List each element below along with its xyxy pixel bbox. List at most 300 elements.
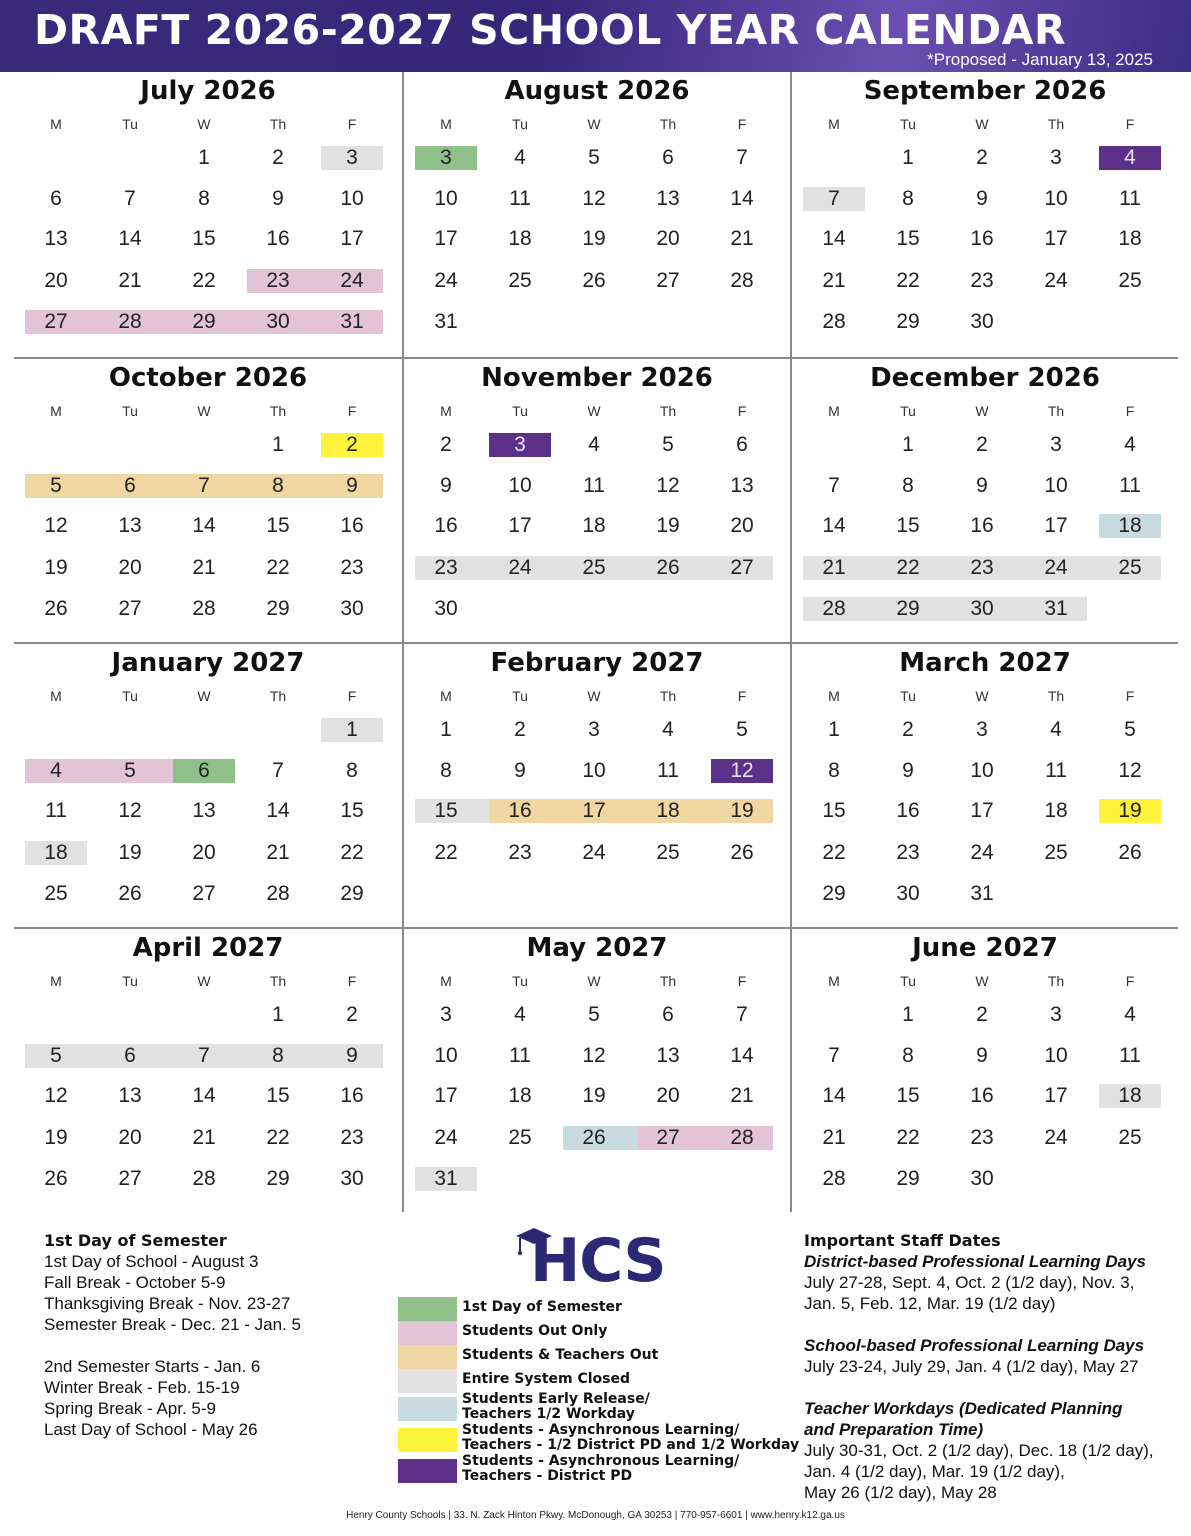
weekday-label: Th	[1047, 688, 1065, 704]
day-cell: 1	[346, 718, 358, 741]
day-cell: 18	[508, 1084, 532, 1107]
legend-label: Entire System Closed	[462, 1371, 631, 1387]
day-cell: 23	[970, 556, 994, 579]
day-cell: 26	[44, 1167, 68, 1190]
day-cell: 3	[346, 146, 358, 169]
month-january-2027	[14, 642, 402, 927]
day-cell: 6	[198, 759, 210, 782]
day-cell: 21	[266, 841, 290, 864]
day-cell: 24	[434, 269, 458, 292]
day-cell: 30	[434, 597, 458, 620]
month-march-2027	[790, 642, 1178, 927]
day-cell: 5	[50, 474, 62, 497]
key-date-line: 1st Day of School - August 3	[44, 1252, 259, 1271]
weekday-label: Th	[269, 688, 287, 704]
day-cell: 14	[730, 187, 754, 210]
day-cell: 9	[346, 474, 358, 497]
weekday-label: W	[587, 403, 601, 419]
day-cell: 18	[1118, 1084, 1142, 1107]
day-cell: 25	[1044, 841, 1068, 864]
day-cell: 15	[896, 1084, 920, 1107]
header-banner	[0, 0, 1191, 72]
day-cell: 20	[118, 556, 142, 579]
weekday-label: Tu	[900, 403, 916, 419]
weekday-label: F	[1125, 973, 1135, 989]
day-cell: 19	[582, 1084, 606, 1107]
weekday-label: Th	[269, 116, 287, 132]
legend-swatch	[398, 1345, 457, 1369]
day-cell: 20	[118, 1126, 142, 1149]
day-cell: 22	[822, 841, 846, 864]
day-cell: 3	[1050, 433, 1062, 456]
month-title: August 2026	[504, 76, 690, 106]
day-cell: 2	[976, 1003, 988, 1026]
weekday-label: Th	[659, 116, 677, 132]
legend-label: Students - Asynchronous Learning/ Teachers - District PD	[462, 1453, 740, 1484]
day-cell: 22	[434, 841, 458, 864]
day-cell: 26	[656, 556, 680, 579]
day-cell: 14	[266, 799, 290, 822]
day-cell: 11	[45, 799, 67, 822]
day-cell: 19	[44, 556, 68, 579]
day-cell: 8	[902, 474, 914, 497]
day-cell: 15	[192, 227, 216, 250]
day-cell: 10	[1044, 187, 1068, 210]
month-august-2026	[402, 72, 790, 357]
day-cell: 2	[440, 433, 452, 456]
day-cell: 16	[508, 799, 532, 822]
day-cell: 5	[736, 718, 748, 741]
day-cell: 24	[1044, 556, 1068, 579]
day-cell: 15	[434, 799, 458, 822]
weekday-label: F	[347, 403, 357, 419]
legend-item-async	[398, 1424, 798, 1455]
day-cell: 2	[976, 433, 988, 456]
month-december-2026	[790, 357, 1178, 642]
page-title: DRAFT 2026-2027 SCHOOL YEAR CALENDAR	[34, 6, 1067, 54]
day-cell: 21	[192, 1126, 216, 1149]
day-cell: 30	[970, 597, 994, 620]
day-cell: 4	[1050, 718, 1062, 741]
day-cell: 6	[50, 187, 62, 210]
day-cell: 24	[582, 841, 606, 864]
day-cell: 18	[1044, 799, 1068, 822]
day-cell: 10	[1044, 474, 1068, 497]
day-cell: 18	[508, 227, 532, 250]
day-cell: 10	[1044, 1044, 1068, 1067]
month-title: September 2026	[863, 76, 1107, 106]
day-cell: 13	[656, 187, 680, 210]
day-cell: 21	[822, 556, 846, 579]
day-cell: 3	[976, 718, 988, 741]
day-cell: 17	[1044, 227, 1068, 250]
day-cell: 21	[822, 1126, 846, 1149]
day-cell: 22	[266, 1126, 290, 1149]
day-cell: 15	[266, 514, 290, 537]
day-cell: 24	[1044, 1126, 1068, 1149]
day-cell: 4	[662, 718, 674, 741]
day-cell: 12	[582, 187, 606, 210]
day-cell: 1	[828, 718, 840, 741]
weekday-label: Th	[1047, 116, 1065, 132]
day-cell: 1	[272, 433, 284, 456]
weekday-label: M	[440, 973, 452, 989]
day-cell: 25	[1118, 1126, 1142, 1149]
day-cell: 21	[192, 556, 216, 579]
day-cell: 28	[118, 310, 142, 333]
weekday-label: W	[975, 688, 989, 704]
day-cell: 28	[822, 1167, 846, 1190]
day-cell: 7	[828, 187, 840, 210]
day-cell: 10	[970, 759, 994, 782]
day-cell: 9	[902, 759, 914, 782]
day-cell: 21	[822, 269, 846, 292]
staff-dates-line: July 30-31, Oct. 2 (1/2 day), Dec. 18 (1/2 day),	[804, 1441, 1154, 1460]
day-cell: 16	[266, 227, 290, 250]
day-cell: 26	[118, 882, 142, 905]
key-date-line: Winter Break - Feb. 15-19	[44, 1378, 240, 1397]
day-cell: 8	[902, 187, 914, 210]
day-cell: 2	[272, 146, 284, 169]
day-cell: 4	[1124, 146, 1136, 169]
weekday-label: M	[440, 688, 452, 704]
day-cell: 23	[266, 269, 290, 292]
day-cell: 28	[822, 310, 846, 333]
day-cell: 27	[656, 269, 680, 292]
weekday-label: Th	[659, 688, 677, 704]
weekday-label: F	[347, 116, 357, 132]
day-cell: 13	[192, 799, 216, 822]
legend	[398, 1297, 798, 1486]
month-july-2026	[14, 72, 402, 357]
day-cell: 31	[970, 882, 994, 905]
calendar-grid	[14, 72, 1178, 1212]
weekday-label: Tu	[512, 116, 528, 132]
day-cell: 12	[1118, 759, 1142, 782]
day-cell: 16	[896, 799, 920, 822]
day-cell: 12	[656, 474, 680, 497]
weekday-label: M	[828, 688, 840, 704]
day-cell: 2	[514, 718, 526, 741]
day-cell: 11	[509, 1044, 531, 1067]
day-cell: 11	[509, 187, 531, 210]
legend-swatch	[398, 1369, 457, 1393]
weekday-label: F	[1125, 688, 1135, 704]
month-title: April 2027	[132, 933, 284, 963]
day-cell: 12	[582, 1044, 606, 1067]
day-cell: 13	[656, 1044, 680, 1067]
day-cell: 18	[1118, 227, 1142, 250]
key-dates	[44, 1230, 384, 1440]
day-cell: 25	[1118, 269, 1142, 292]
day-cell: 10	[434, 1044, 458, 1067]
key-date-line: Thanksgiving Break - Nov. 23-27	[44, 1294, 291, 1313]
legend-label: Students & Teachers Out	[462, 1347, 659, 1363]
month-october-2026	[14, 357, 402, 642]
day-cell: 30	[266, 310, 290, 333]
day-cell: 9	[976, 187, 988, 210]
weekday-label: Tu	[900, 973, 916, 989]
weekday-label: Tu	[122, 403, 138, 419]
month-title: March 2027	[899, 648, 1071, 678]
day-cell: 14	[192, 514, 216, 537]
day-cell: 3	[588, 718, 600, 741]
key-date-line: Last Day of School - May 26	[44, 1420, 258, 1439]
day-cell: 8	[440, 759, 452, 782]
day-cell: 19	[1118, 799, 1142, 822]
day-cell: 16	[340, 514, 364, 537]
day-cell: 18	[656, 799, 680, 822]
day-cell: 26	[44, 597, 68, 620]
weekday-label: Tu	[900, 688, 916, 704]
weekday-label: M	[50, 116, 62, 132]
day-cell: 23	[340, 1126, 364, 1149]
day-cell: 1	[902, 433, 914, 456]
day-cell: 23	[896, 841, 920, 864]
day-cell: 14	[730, 1044, 754, 1067]
day-cell: 29	[340, 882, 364, 905]
day-cell: 26	[582, 1126, 606, 1149]
day-cell: 1	[902, 146, 914, 169]
day-cell: 17	[434, 227, 458, 250]
day-cell: 1	[902, 1003, 914, 1026]
day-cell: 7	[736, 1003, 748, 1026]
weekday-label: Th	[659, 973, 677, 989]
day-cell: 11	[1045, 759, 1067, 782]
legend-label: Students Out Only	[462, 1323, 608, 1339]
day-cell: 28	[266, 882, 290, 905]
weekday-label: F	[347, 688, 357, 704]
legend-label: 1st Day of Semester	[462, 1299, 622, 1315]
day-cell: 18	[44, 841, 68, 864]
day-cell: 5	[50, 1044, 62, 1067]
legend-swatch	[398, 1459, 457, 1483]
day-cell: 4	[1124, 1003, 1136, 1026]
day-cell: 13	[118, 1084, 142, 1107]
day-cell: 29	[266, 597, 290, 620]
day-cell: 28	[730, 269, 754, 292]
month-may-2027	[402, 927, 790, 1212]
day-cell: 20	[192, 841, 216, 864]
day-cell: 12	[44, 514, 68, 537]
day-cell: 14	[822, 227, 846, 250]
day-cell: 24	[434, 1126, 458, 1149]
key-date-line: Spring Break - Apr. 5-9	[44, 1399, 216, 1418]
day-cell: 9	[514, 759, 526, 782]
month-title: November 2026	[481, 363, 713, 393]
day-cell: 7	[198, 1044, 210, 1067]
day-cell: 10	[508, 474, 532, 497]
legend-swatch	[398, 1428, 457, 1452]
day-cell: 8	[272, 1044, 284, 1067]
day-cell: 6	[124, 474, 136, 497]
day-cell: 28	[192, 1167, 216, 1190]
day-cell: 29	[266, 1167, 290, 1190]
day-cell: 19	[118, 841, 142, 864]
staff-dates-line: July 27-28, Sept. 4, Oct. 2 (1/2 day), Nov. 3,	[804, 1273, 1135, 1292]
weekday-label: Tu	[900, 116, 916, 132]
day-cell: 22	[896, 556, 920, 579]
weekday-label: Tu	[512, 688, 528, 704]
legend-swatch	[398, 1297, 457, 1321]
day-cell: 5	[588, 146, 600, 169]
day-cell: 8	[902, 1044, 914, 1067]
weekday-label: W	[197, 403, 211, 419]
day-cell: 27	[192, 882, 216, 905]
day-cell: 6	[124, 1044, 136, 1067]
staff-dates-line: May 26 (1/2 day), May 28	[804, 1483, 997, 1502]
legend-swatch	[398, 1397, 457, 1421]
weekday-label: W	[975, 116, 989, 132]
weekday-label: Tu	[122, 116, 138, 132]
weekday-label: W	[197, 688, 211, 704]
day-cell: 30	[896, 882, 920, 905]
day-cell: 14	[118, 227, 142, 250]
month-september-2026	[790, 72, 1178, 357]
day-cell: 24	[1044, 269, 1068, 292]
day-cell: 25	[508, 269, 532, 292]
weekday-label: F	[1125, 116, 1135, 132]
month-title: January 2027	[111, 648, 305, 678]
staff-dates-line: Jan. 5, Feb. 12, Mar. 19 (1/2 day)	[804, 1294, 1056, 1313]
day-cell: 17	[1044, 514, 1068, 537]
day-cell: 31	[434, 1167, 458, 1190]
day-cell: 28	[822, 597, 846, 620]
day-cell: 23	[970, 269, 994, 292]
staff-dates-subheading: District-based Professional Learning Days	[804, 1252, 1146, 1271]
day-cell: 21	[730, 227, 754, 250]
day-cell: 4	[588, 433, 600, 456]
day-cell: 1	[198, 146, 210, 169]
day-cell: 6	[662, 1003, 674, 1026]
logo-text: HCS	[530, 1226, 666, 1296]
weekday-label: M	[50, 973, 62, 989]
weekday-label: Th	[1047, 403, 1065, 419]
day-cell: 5	[662, 433, 674, 456]
legend-label: Students - Asynchronous Learning/ Teachers - 1/2 District PD and 1/2 Workday	[462, 1422, 800, 1453]
weekday-label: M	[50, 403, 62, 419]
month-april-2027	[14, 927, 402, 1212]
day-cell: 13	[118, 514, 142, 537]
day-cell: 16	[970, 227, 994, 250]
day-cell: 31	[340, 310, 364, 333]
day-cell: 9	[976, 474, 988, 497]
staff-dates-heading: Important Staff Dates	[804, 1231, 1001, 1250]
day-cell: 9	[440, 474, 452, 497]
day-cell: 10	[340, 187, 364, 210]
page-subtitle: *Proposed - January 13, 2025	[927, 50, 1153, 69]
day-cell: 22	[266, 556, 290, 579]
day-cell: 2	[976, 146, 988, 169]
weekday-label: F	[347, 973, 357, 989]
day-cell: 25	[508, 1126, 532, 1149]
weekday-label: W	[587, 116, 601, 132]
day-cell: 14	[822, 514, 846, 537]
month-title: May 2027	[526, 933, 668, 963]
day-cell: 20	[656, 1084, 680, 1107]
weekday-label: F	[737, 403, 747, 419]
day-cell: 2	[902, 718, 914, 741]
day-cell: 30	[340, 597, 364, 620]
day-cell: 14	[822, 1084, 846, 1107]
day-cell: 15	[822, 799, 846, 822]
day-cell: 12	[44, 1084, 68, 1107]
day-cell: 27	[118, 597, 142, 620]
day-cell: 10	[582, 759, 606, 782]
day-cell: 11	[1119, 474, 1141, 497]
day-cell: 22	[340, 841, 364, 864]
day-cell: 25	[582, 556, 606, 579]
day-cell: 16	[340, 1084, 364, 1107]
day-cell: 5	[588, 1003, 600, 1026]
month-title: February 2027	[490, 648, 704, 678]
day-cell: 1	[272, 1003, 284, 1026]
day-cell: 18	[582, 514, 606, 537]
day-cell: 4	[1124, 433, 1136, 456]
staff-dates-subheading: School-based Professional Learning Days	[804, 1336, 1145, 1355]
legend-item-pd	[398, 1455, 798, 1486]
key-dates-heading: 1st Day of Semester	[44, 1231, 227, 1250]
day-cell: 19	[582, 227, 606, 250]
day-cell: 26	[730, 841, 754, 864]
day-cell: 28	[730, 1126, 754, 1149]
weekday-label: W	[197, 116, 211, 132]
legend-item-early	[398, 1393, 798, 1424]
weekday-label: W	[587, 973, 601, 989]
day-cell: 11	[1119, 187, 1141, 210]
day-cell: 7	[736, 146, 748, 169]
day-cell: 26	[582, 269, 606, 292]
day-cell: 15	[896, 227, 920, 250]
day-cell: 15	[340, 799, 364, 822]
day-cell: 3	[1050, 146, 1062, 169]
day-cell: 17	[508, 514, 532, 537]
day-cell: 3	[514, 433, 526, 456]
legend-item-closed	[398, 1369, 798, 1393]
day-cell: 17	[434, 1084, 458, 1107]
hcs-logo	[512, 1226, 692, 1296]
month-title: December 2026	[870, 363, 1100, 393]
day-cell: 20	[730, 514, 754, 537]
weekday-label: W	[975, 973, 989, 989]
weekday-label: M	[50, 688, 62, 704]
day-cell: 24	[508, 556, 532, 579]
day-cell: 28	[192, 597, 216, 620]
day-cell: 27	[44, 310, 68, 333]
weekday-label: Th	[269, 403, 287, 419]
day-cell: 29	[896, 597, 920, 620]
day-cell: 27	[656, 1126, 680, 1149]
day-cell: 11	[657, 759, 679, 782]
day-cell: 3	[440, 1003, 452, 1026]
key-date-line: 2nd Semester Starts - Jan. 6	[44, 1357, 261, 1376]
weekday-label: Th	[659, 403, 677, 419]
legend-item-first	[398, 1297, 798, 1321]
day-cell: 8	[346, 759, 358, 782]
day-cell: 6	[736, 433, 748, 456]
day-cell: 21	[118, 269, 142, 292]
weekday-label: M	[440, 116, 452, 132]
day-cell: 9	[272, 187, 284, 210]
day-cell: 4	[50, 759, 62, 782]
day-cell: 17	[1044, 1084, 1068, 1107]
day-cell: 13	[730, 474, 754, 497]
legend-swatch	[398, 1321, 457, 1345]
staff-dates	[804, 1230, 1184, 1503]
weekday-label: W	[587, 688, 601, 704]
day-cell: 4	[514, 1003, 526, 1026]
day-cell: 25	[656, 841, 680, 864]
